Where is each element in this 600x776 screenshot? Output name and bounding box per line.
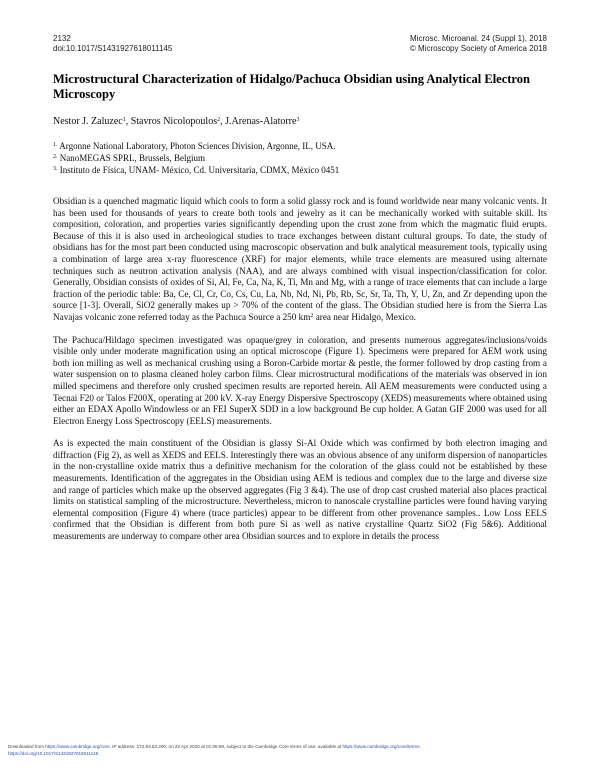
footer-text: . IP address: 172.93.53.200, on 22 Apr 2020 at 01:08:58, subject to the Cambridge Core terms of use, available at bbox=[109, 744, 343, 749]
paragraph: The Pachuca/Hildago specimen investigated was opaque/grey in coloration, and presents numerous aggregates/inclusions/voids visible only under moderate magnification using an optical microscope (Figure 1). Specimens were prepared for AEM work using both ion milling as well as mechanical crushing using a Boron-Carbide mortar & pestle, the former followed by drop casting from a water suspension on to plasma cleaned holey carbon films. Clear microstructural modifications of the materials was observed in ion milled specimens and therefore only crushed specimen results are reported herein. All AEM measurements were conducted using a Tecnai F20 or Talos F200X, operating at 200 kV. X-ray Energy Dispersive Spectroscopy (XEDS) measurements where obtained using either an EDAX Apollo Windowless or an FEI SuperX SDD in a low background Be cup holder. A Gatan GIF 2000 was used for all Electron Energy Loss Spectroscopy (EELS) measurements. bbox=[53, 334, 547, 426]
paragraph-text: Obsidian is a quenched magmatic liquid which cools to form a solid glassy rock and is found worldwide near many volcanic vents. It has been used for thousands of years to create both tools and jewelry as it can be mechanically worked with suitable skill. Its composition, coloration, and properties varies significantly depending upon the crust zone from which the magmatic fluid erupts. Because of this it is also used in archeological studies to trace exchanges between distant cultural groups. To date, the study of obsidians has for the most part been conducted using macroscopic observation and bulk analytical measurement tools, typically using a combination of large area x-ray fluorescence (XRF) for major elements, while trace elements are measured using alternate techniques such as neutron activation analysis (NAA), and are always combined with visual inspection/classification for color. Generally, Obsidian consists of oxides of Si, Al, Fe, Ca, Na, K, Ti, Mn and Mg, with a range of trace elements that can include a large fraction of the periodic table: Ba, Ce, Cl, Cr, Co, Cs, Cu, La, Nb, Nd, Ni, Pb, Rb, Sc, Sr, Ta, Th, Y, U, Zn, and Zr depending upon the source [1-3]. Overall, SiO2 generally makes up > 70% of the content of the glass. The Obsidian studied here is from the Sierra Las Navajas volcanic zone referred today as the Pachuca Source a 250 km bbox=[53, 196, 547, 322]
running-header-left bbox=[53, 34, 172, 54]
affiliation-text: NanoMEGAS SPRL, Brussels, Belgium bbox=[57, 153, 206, 163]
paper-title: Microstructural Characterization of Hidalgo/Pachuca Obsidian using Analytical Electron Microscopy bbox=[53, 72, 530, 101]
footer-link-doi[interactable]: https://doi.org/10.1017/S1431927618011145 bbox=[8, 750, 99, 756]
author-affiliation-mark: 1 bbox=[122, 117, 126, 123]
affiliation-mark: 1. bbox=[53, 142, 58, 148]
download-footer bbox=[8, 744, 592, 757]
author-name: Stavros Nicolopoulos bbox=[130, 116, 218, 127]
author-separator: , bbox=[220, 116, 226, 127]
affiliation bbox=[53, 164, 339, 176]
affiliation-text: Argonne National Laboratory, Photon Sciences Division, Argonne, IL, USA. bbox=[57, 141, 336, 151]
superscript: 2 bbox=[310, 312, 314, 319]
author-affiliation-mark: 3 bbox=[296, 117, 300, 123]
affiliation bbox=[53, 140, 339, 152]
footer-text: . bbox=[419, 744, 421, 749]
page-number: 2132 bbox=[53, 34, 71, 43]
running-header-right bbox=[410, 34, 547, 54]
doi: doi:10.1017/S1431927618011145 bbox=[53, 44, 173, 53]
paragraph bbox=[53, 196, 547, 324]
paragraph: As is expected the main constituent of the Obsidian is glassy Si-Al Oxide which was confirmed by both electron imaging and diffraction (Fig 2), as well as XEDS and EELS. Interestingly there was an obvious absence of any uniform dispersion of nanoparticles in the non-crystalline oxide matrix thus a definitive mechanism for the coloration of the glass could not be established by these measurements. Identification of the aggregates in the Obsidian using AEM is tedious and complex due to the large and diverse size and range of particles which make up the observed aggregates (Fig 3 &4). The use of drop cast crushed material also places practical limits on statistical sampling of the microstructure. Nevertheless, micron to nanoscale crystalline particles were found having varying elemental composition (Figure 4) where (trace particles) appear to be different from other provenance samples.. Low Loss EELS confirmed that the Obsidian is different from both pure Si as well as native crystalline Quartz SiO2 (Fig 5&6). Additional measurements are underway to compare other area Obsidian sources and to explore in details the process bbox=[53, 438, 547, 542]
affiliation-mark: 2. bbox=[53, 154, 58, 160]
author-affiliation-mark: 2 bbox=[217, 117, 221, 123]
affiliation-list bbox=[53, 140, 339, 176]
author-list bbox=[53, 116, 299, 128]
affiliation bbox=[53, 152, 339, 164]
copyright: © Microscopy Society of America 2018 bbox=[409, 44, 547, 53]
affiliation-text: Instituto de Física, UNAM- México, Cd. Universitaria, CDMX, México 0451 bbox=[57, 165, 340, 175]
author-name: J.Arenas-Alatorre bbox=[225, 116, 297, 127]
journal-citation: Microsc. Microanal. 24 (Suppl 1), 2018 bbox=[410, 34, 547, 43]
paragraph-text: area near Hidalgo, Mexico. bbox=[313, 311, 416, 322]
footer-link-core[interactable]: https://www.cambridge.org/core bbox=[45, 744, 110, 749]
abstract-body bbox=[53, 196, 547, 554]
author-separator: , bbox=[125, 116, 131, 127]
author-name: Nestor J. Zaluzec bbox=[53, 116, 123, 127]
affiliation-mark: 3. bbox=[53, 166, 58, 172]
footer-link-terms[interactable]: https://www.cambridge.org/core/terms bbox=[342, 744, 420, 749]
footer-text: Downloaded from bbox=[8, 744, 46, 749]
